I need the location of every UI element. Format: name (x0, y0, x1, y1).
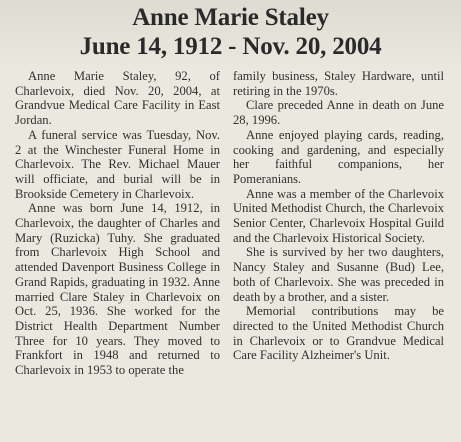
paragraph-memorials: Memorial contributions may be directed to the United Methodist Church in Charlevoix or to Grandvue Medical Care Facility Alzheimer's Unit. (233, 304, 444, 363)
paragraph-spouse: Clare preceded Anne in death on June 28, 1996. (233, 98, 444, 128)
obituary-dates: June 14, 1912 - Nov. 20, 2004 (79, 33, 382, 60)
paragraph-memberships: Anne was a member of the Charlevoix United Methodist Church, the Charlevoix Senior Center, Charlevoix Hospital Guild and the Charlevoix Historical Society. (233, 186, 444, 245)
paragraph-biography-continued: family business, Staley Hardware, until retiring in the 1970s. (233, 69, 444, 98)
paragraph-survivors: She is survived by her two daughters, Nancy Staley and Susanne (Bud) Lee, both of Charlevoix. She was preceded in death by a brother, and a sister. (233, 245, 444, 304)
obituary-name: Anne Marie Staley (132, 4, 329, 31)
paragraph-funeral-service: A funeral service was Tuesday, Nov. 2 at the Winchester Funeral Home in Charlevoix. The Rev. Michael Mauer will officiate, and burial will be in Brookside Cemetery in Charlevoix. (15, 127, 220, 201)
paragraph-death-notice: Anne Marie Staley, 92, of Charlevoix, died Nov. 20, 2004, at Grandvue Medical Care Facility in East Jordan. (15, 69, 220, 128)
right-column (233, 69, 444, 363)
paragraph-hobbies: Anne enjoyed playing cards, reading, cooking and gardening, and especially her faithful companions, her Pomeranians. (233, 127, 444, 186)
paragraph-biography: Anne was born June 14, 1912, in Charlevoix, the daughter of Charles and Mary (Ruzicka) Tuhy. She graduated from Charlevoix High School and attended Davenport Business College in Grand Rapids, graduating in 1932. Anne married Clare Staley in Charlevoix on Oct. 25, 1936. She worked for the District Health Department Number Three for 10 years. They moved to Frankfort in 1948 and returned to Charlevoix in 1953 to operate the (15, 201, 220, 378)
left-column (15, 69, 220, 378)
